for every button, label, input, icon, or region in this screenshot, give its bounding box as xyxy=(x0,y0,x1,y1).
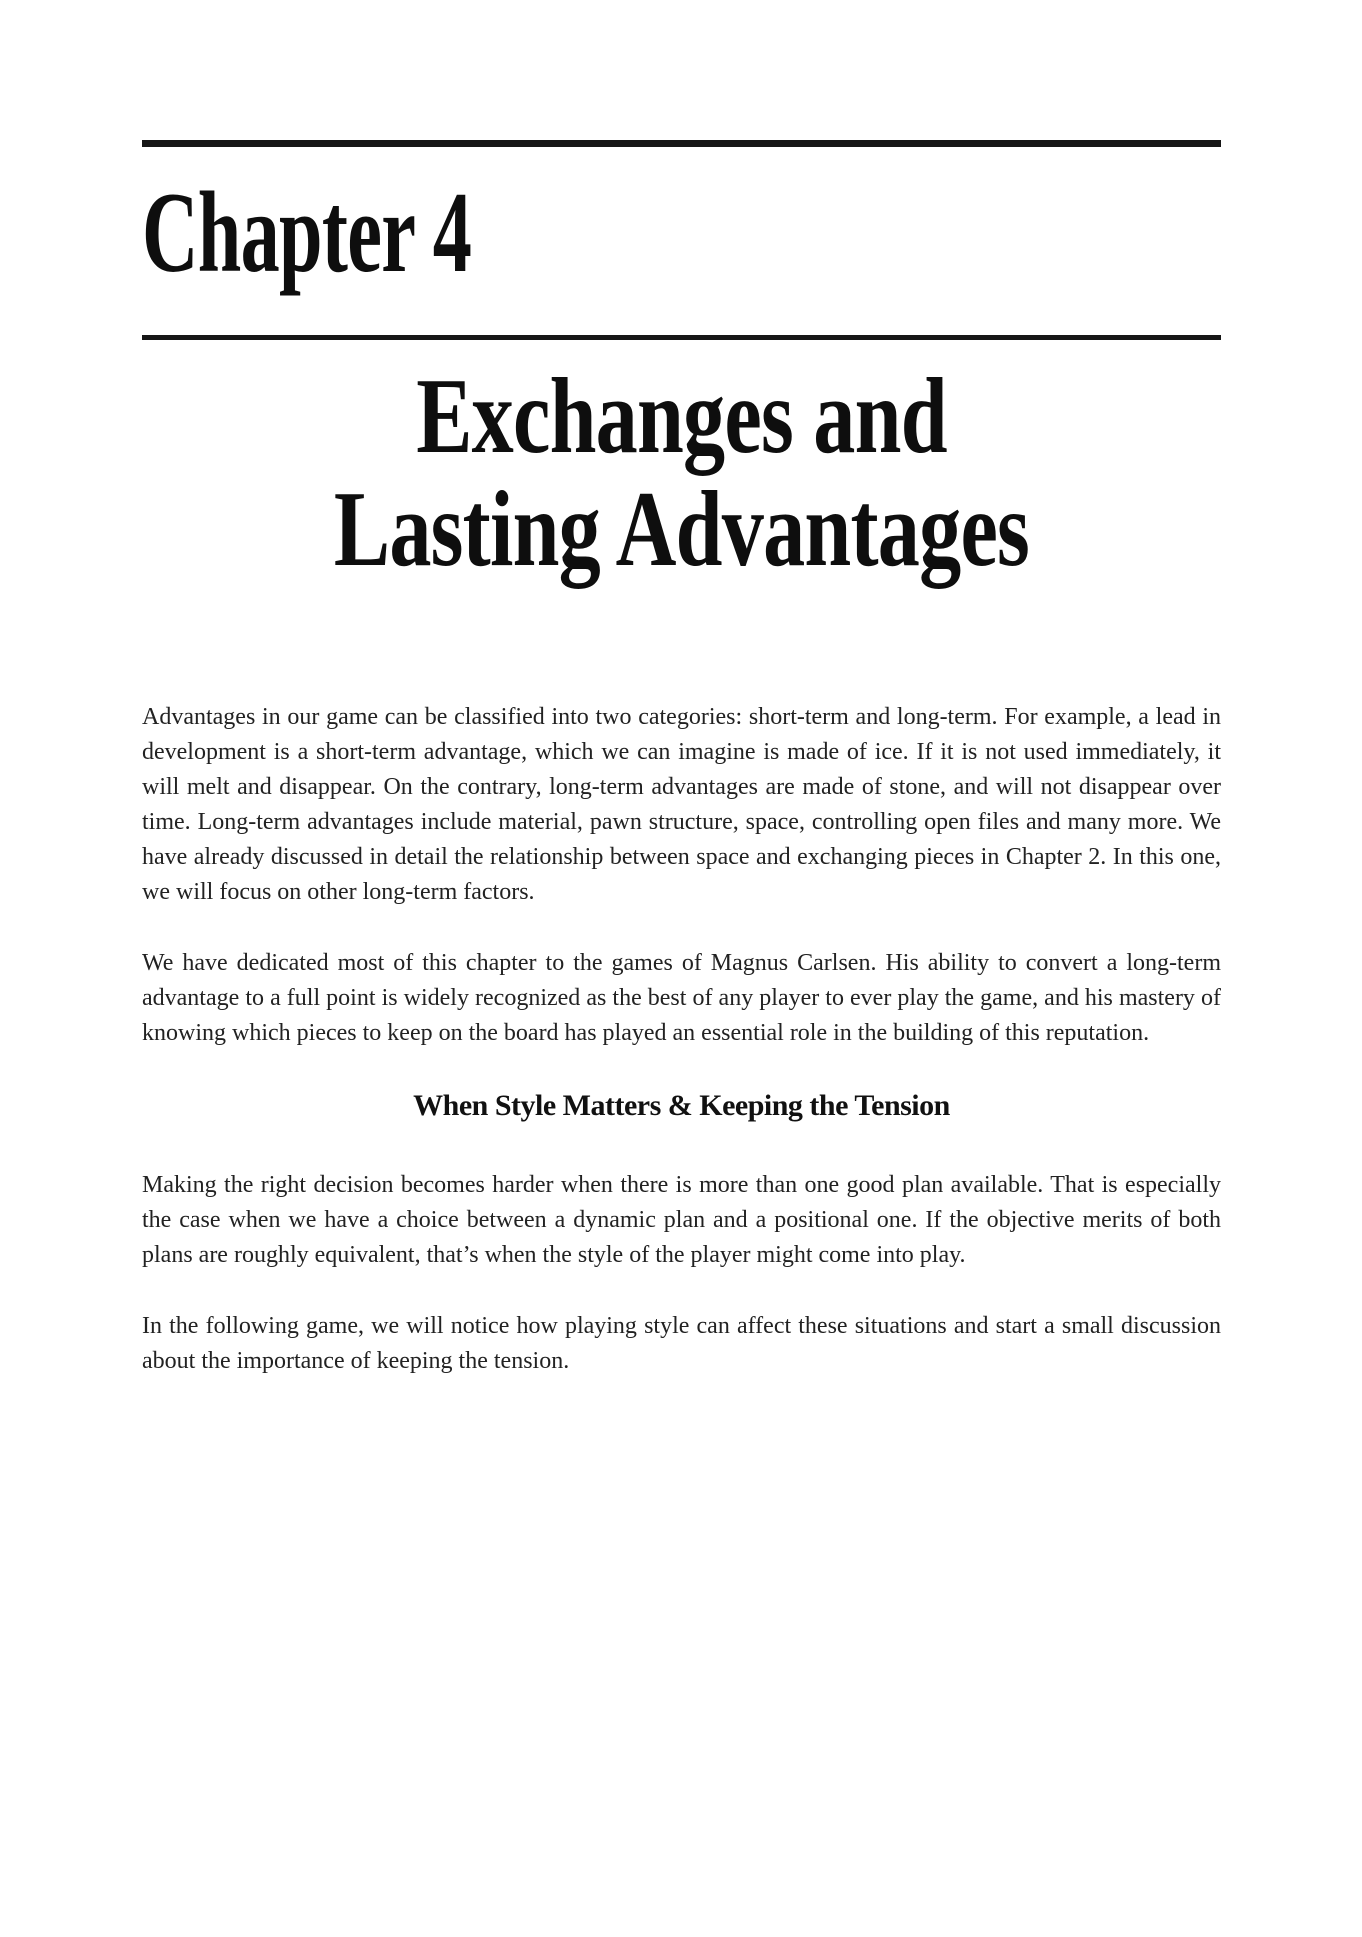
paragraph-advantages-intro: Advantages in our game can be classified into two categories: short-term and long-term. For example, a lead in development is a short-term advantage, which we can imagine is made of ice. If it is not used immediately, it will melt and disappear. On the contrary, long-term advantages are made of stone, and will not disappear over time. Long-term advantages include material, pawn structure, space, controlling open files and many more. We have already discussed in detail the relationship between space and exchanging pieces in Chapter 2. In this one, we will focus on other long-term factors. xyxy=(142,704,1221,905)
section-subheading: When Style Matters & Keeping the Tension xyxy=(413,1089,950,1122)
page-title xyxy=(142,357,1221,589)
page-title-line-2: Lasting Advantages xyxy=(333,470,1030,589)
body-text xyxy=(142,700,1221,1379)
paragraph-decision-making: Making the right decision becomes harder when there is more than one good plan available. That is especially the case when we have a choice between a dynamic plan and a positional one. If the objective merits of both plans are roughly equivalent, that’s when the style of the player might come into play. xyxy=(142,1172,1221,1268)
paragraph-magnus-carlsen: We have dedicated most of this chapter to the games of Magnus Carlsen. His ability to convert a long-term advantage to a full point is widely recognized as the best of any player to ever play the game, and his mastery of knowing which pieces to keep on the board has played an essential role in the building of this reputation. xyxy=(142,950,1221,1046)
top-divider-rule xyxy=(142,140,1221,147)
page-content xyxy=(142,0,1221,1415)
paragraph-following-game: In the following game, we will notice how playing style can affect these situations and start a small discussion about the importance of keeping the tension. xyxy=(142,1313,1221,1374)
chapter-heading: Chapter 4 xyxy=(142,169,472,296)
page-title-line-1: Exchanges and xyxy=(416,357,947,476)
chapter-divider-rule xyxy=(142,335,1221,340)
